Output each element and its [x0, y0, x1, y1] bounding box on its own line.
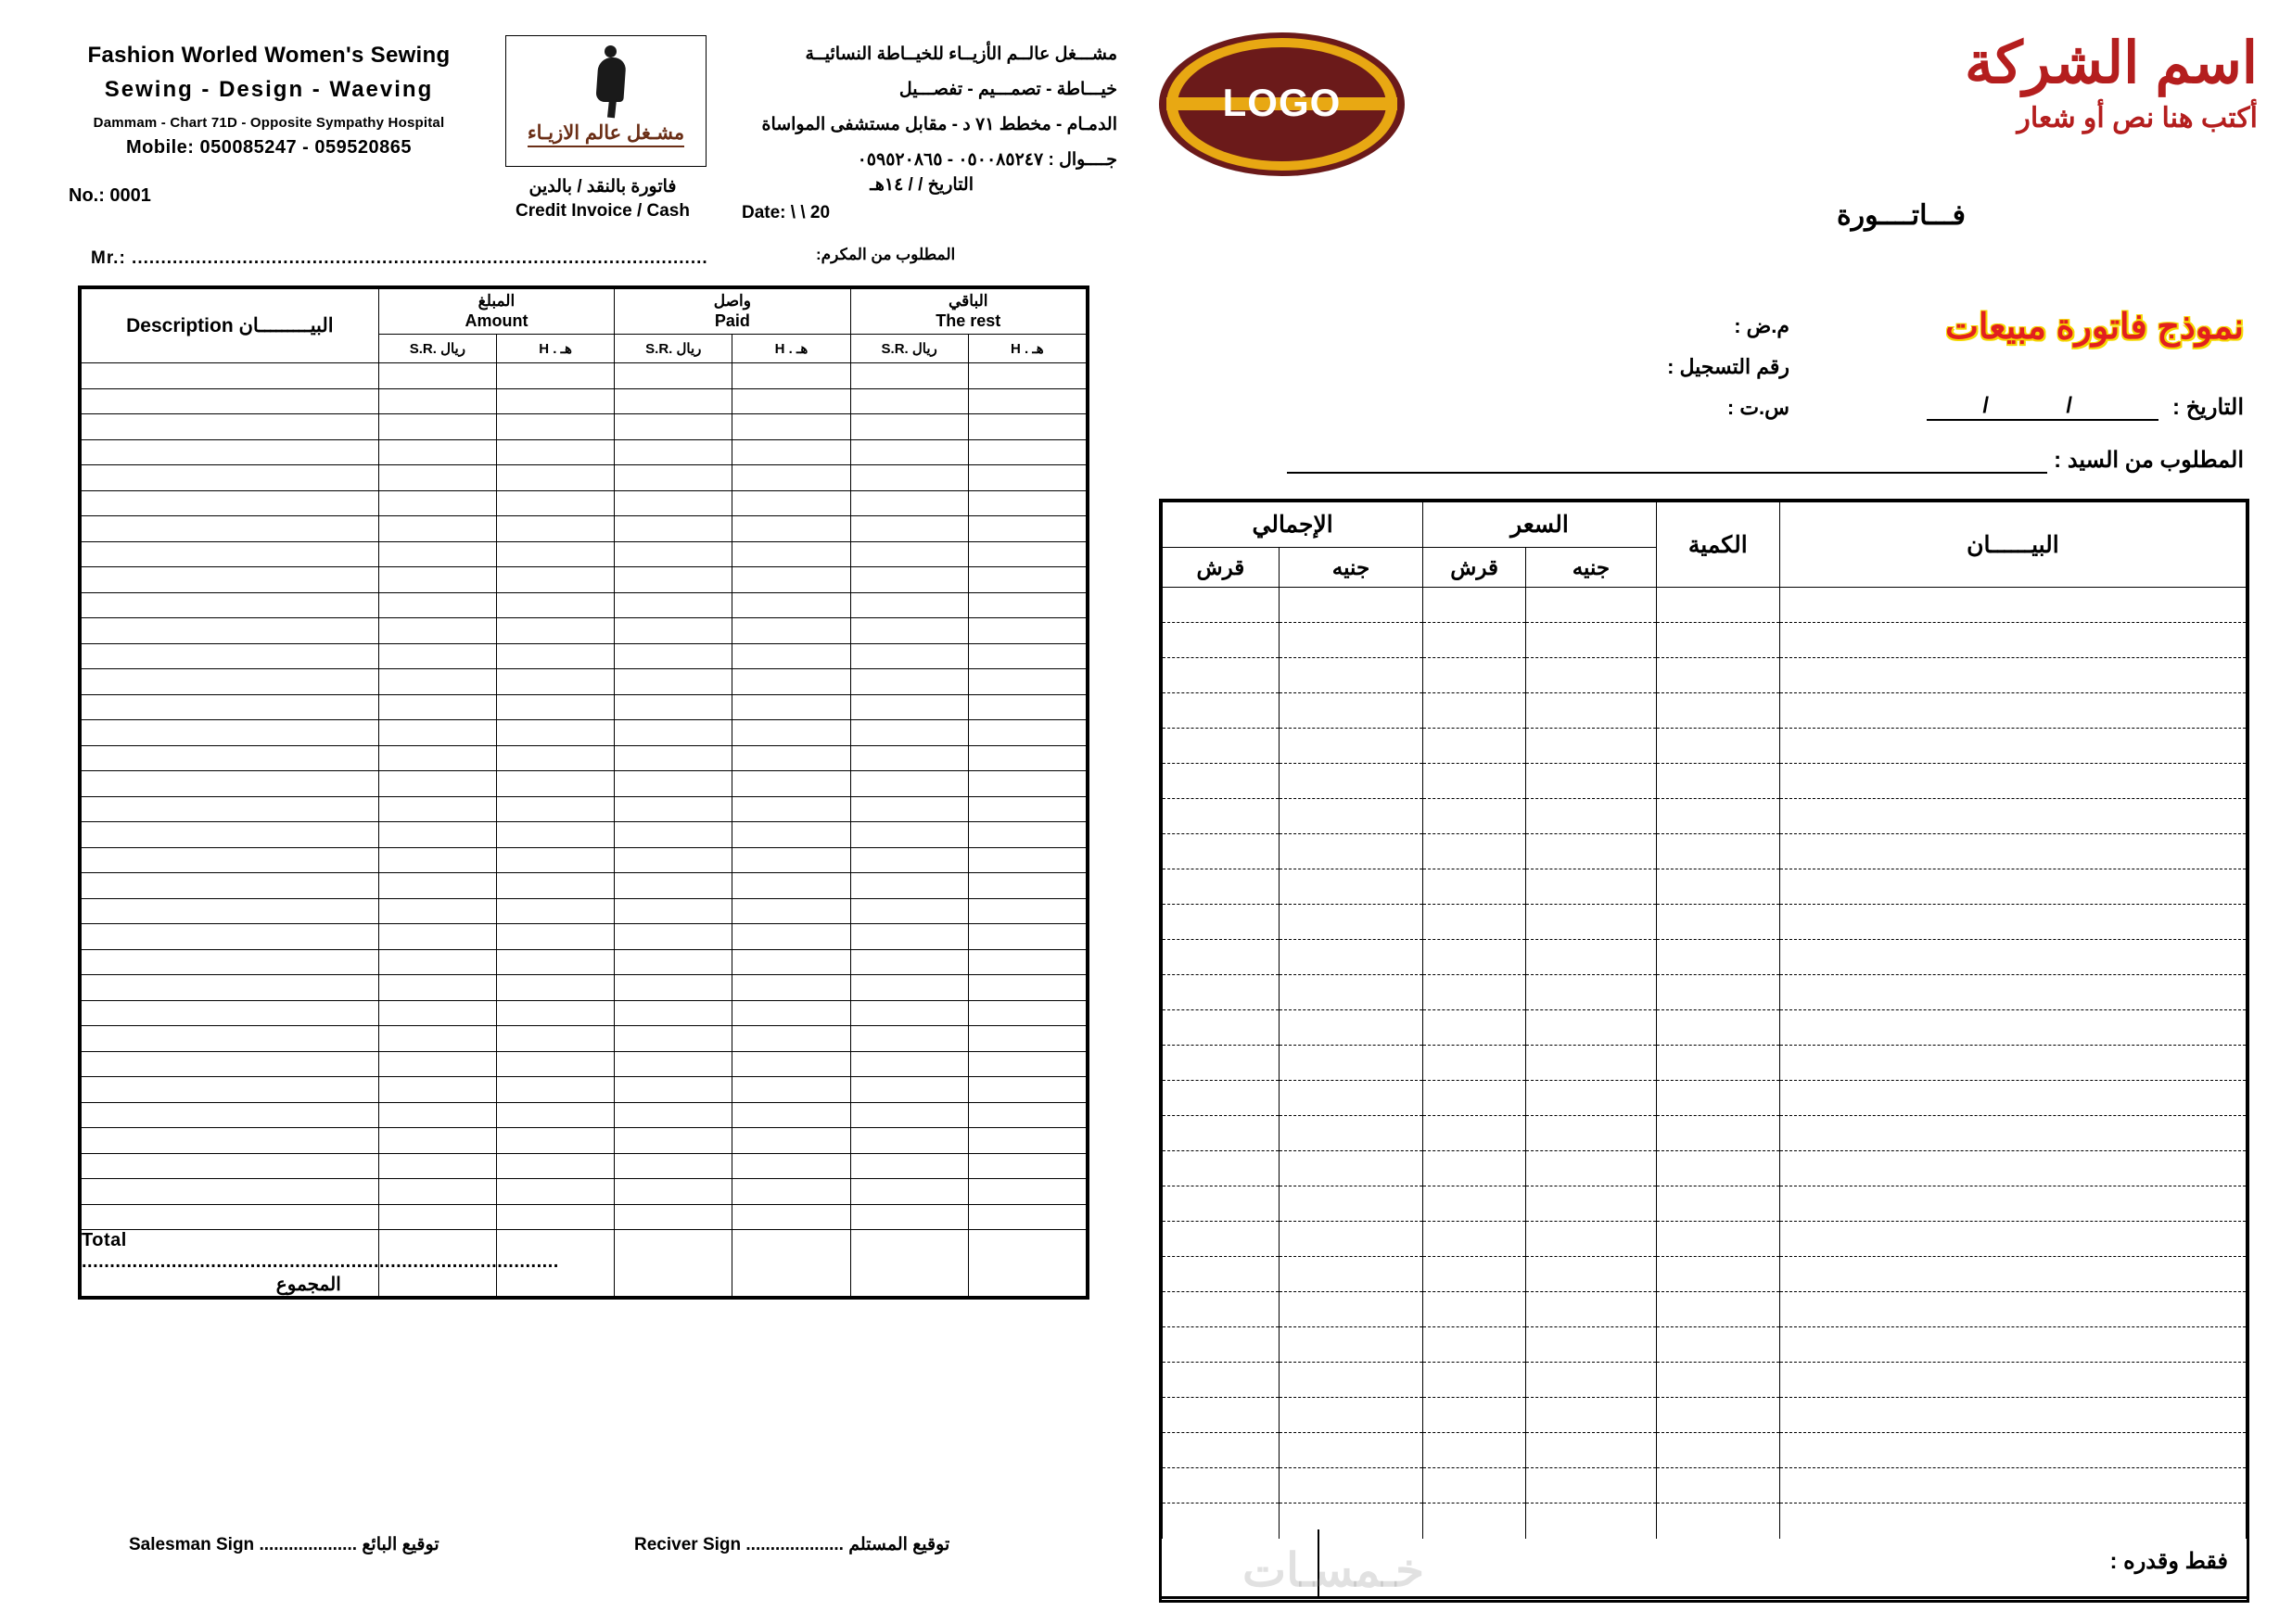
- rheader-quantity: الكمية: [1656, 502, 1779, 588]
- header-amount: [378, 289, 614, 335]
- logo-text: LOGO: [1222, 81, 1342, 124]
- field-tax-number[interactable]: م.ض :: [1734, 314, 1789, 337]
- table-row[interactable]: [1163, 1081, 2247, 1116]
- header-paid-en: Paid: [714, 311, 750, 331]
- header-description: [82, 289, 379, 363]
- table-row[interactable]: [1163, 764, 2247, 799]
- right-date-label: التاريخ :: [2172, 395, 2244, 420]
- table-row[interactable]: [82, 567, 1087, 593]
- total-cell[interactable]: [615, 1230, 732, 1297]
- rsub-header-cell: قرش: [1423, 548, 1526, 588]
- total-cell[interactable]: [968, 1230, 1086, 1297]
- table-row[interactable]: [1163, 1116, 2247, 1151]
- date-field-ar[interactable]: التاريخ / / ١٤هـ: [870, 175, 974, 195]
- table-row[interactable]: [82, 1102, 1087, 1128]
- table-row[interactable]: [1163, 1398, 2247, 1433]
- right-invoice: [1136, 9, 2272, 1613]
- receiver-sign: [634, 1534, 949, 1555]
- company-tagline: أكتب هنا نص أو شعار: [2017, 103, 2258, 133]
- header-amount-en: Amount: [465, 311, 528, 331]
- table-row[interactable]: [1163, 940, 2247, 975]
- business-identity-ar: [723, 37, 1117, 178]
- header-description-ar: البيـــــــــان: [238, 315, 334, 336]
- total-cell[interactable]: [732, 1230, 850, 1297]
- arabic-header-line-1: مشـــغل عالــم الأزيــاء للخيــاطة النسائيــة: [805, 44, 1117, 64]
- invoice-number: No.: 0001: [69, 185, 151, 206]
- table-row[interactable]: [1163, 1151, 2247, 1186]
- business-identity-en: [56, 39, 482, 159]
- table-row[interactable]: [82, 414, 1087, 440]
- company-title-block: [1553, 32, 2258, 134]
- table-header-row-1: [82, 289, 1087, 335]
- sub-header-cell: H . هـ: [968, 335, 1086, 363]
- required-from-label-ar: المطلوب من المكرم:: [816, 246, 956, 263]
- required-from-label: المطلوب من السيد :: [2054, 448, 2244, 473]
- header-paid: [615, 289, 850, 335]
- business-mobile-en: Mobile: 050085247 - 059520865: [125, 137, 413, 159]
- table-row[interactable]: [82, 771, 1087, 797]
- table-row[interactable]: [1163, 1010, 2247, 1046]
- table-row[interactable]: [1163, 729, 2247, 764]
- table-row[interactable]: [82, 490, 1087, 516]
- total-label: [82, 1230, 559, 1297]
- table-row[interactable]: [82, 796, 1087, 822]
- table-row[interactable]: [82, 898, 1087, 924]
- right-date-field[interactable]: [1827, 394, 2244, 421]
- rsub-header-cell: قرش: [1163, 548, 1280, 588]
- table-row[interactable]: [82, 592, 1087, 618]
- table-row[interactable]: [1163, 1046, 2247, 1081]
- rsub-header-cell: جنيه: [1526, 548, 1657, 588]
- salesman-sign-en: Salesman Sign ....................: [129, 1535, 358, 1554]
- credit-invoice-label: [491, 176, 714, 222]
- required-from-input[interactable]: [1287, 453, 2047, 474]
- sub-header-cell: S.R. ريال: [378, 335, 496, 363]
- total-cell[interactable]: [850, 1230, 968, 1297]
- rtable-header-row-1: [1163, 502, 2247, 548]
- total-label-ar: المجموع: [275, 1275, 341, 1295]
- table-row[interactable]: [82, 1000, 1087, 1026]
- date-separator-2: /: [2066, 393, 2073, 418]
- table-row[interactable]: [82, 1179, 1087, 1205]
- receiver-sign-ar: توقيع المستلم: [848, 1535, 950, 1554]
- table-row[interactable]: [82, 720, 1087, 746]
- table-row[interactable]: [82, 822, 1087, 848]
- salesman-sign-ar: توقيع البائع: [362, 1535, 439, 1554]
- table-row[interactable]: [82, 669, 1087, 695]
- header-rest-ar: الباقي: [949, 292, 988, 311]
- right-date-input[interactable]: [1927, 393, 2158, 421]
- total-row: [82, 1230, 1087, 1297]
- table-row[interactable]: [82, 975, 1087, 1001]
- table-row[interactable]: [1163, 588, 2247, 623]
- sample-label: نموذج فاتورة مبيعات: [1945, 308, 2244, 347]
- table-row[interactable]: [82, 1204, 1087, 1230]
- table-row[interactable]: [82, 439, 1087, 465]
- sub-header-cell: S.R. ريال: [615, 335, 732, 363]
- date-separator-1: /: [1982, 393, 1990, 418]
- table-row[interactable]: [1163, 1327, 2247, 1363]
- table-row[interactable]: [82, 1128, 1087, 1154]
- table-row[interactable]: [82, 847, 1087, 873]
- table-row[interactable]: [82, 1153, 1087, 1179]
- registration-fields: [1483, 306, 1789, 428]
- table-row[interactable]: [82, 465, 1087, 491]
- table-row[interactable]: [1163, 1433, 2247, 1468]
- table-row[interactable]: [1163, 1257, 2247, 1292]
- table-row[interactable]: [82, 924, 1087, 950]
- company-logo: [1159, 32, 1405, 176]
- business-address-en: Dammam - Chart 71D - Opposite Sympathy Hospital: [93, 115, 445, 132]
- sub-header-cell: H . هـ: [732, 335, 850, 363]
- credit-invoice-label-ar: فاتورة بالنقد / بالدين: [528, 177, 677, 197]
- rheader-total: الإجمالي: [1163, 502, 1423, 548]
- table-row[interactable]: [82, 388, 1087, 414]
- table-row[interactable]: [1163, 693, 2247, 729]
- left-invoice-header: [37, 19, 1117, 268]
- table-row[interactable]: [82, 1026, 1087, 1052]
- header-rest-en: The rest: [936, 311, 1001, 331]
- table-row[interactable]: [1163, 623, 2247, 658]
- sub-header-cell: S.R. ريال: [850, 335, 968, 363]
- field-commercial-record[interactable]: س.ت :: [1726, 396, 1789, 419]
- table-row[interactable]: [1163, 834, 2247, 869]
- table-row[interactable]: [82, 618, 1087, 644]
- watermark: خـمسـات: [1242, 1544, 1425, 1596]
- date-field-en[interactable]: Date: \ \ 20: [742, 203, 831, 222]
- rheader-price: السعر: [1423, 502, 1657, 548]
- table-row[interactable]: [82, 949, 1087, 975]
- left-items-table: [78, 285, 1089, 1300]
- invoice-word: فـــاتــــورة: [1836, 200, 1966, 231]
- required-from-field[interactable]: [1261, 447, 2244, 474]
- left-logo-caption: مشـغل عالم الازيـاء: [506, 121, 706, 145]
- table-row[interactable]: [82, 873, 1087, 899]
- header-amount-ar: المبلغ: [478, 292, 516, 311]
- amount-in-words-label: فقط وقدره :: [2109, 1549, 2228, 1574]
- table-row[interactable]: [1163, 975, 2247, 1010]
- table-row[interactable]: [1163, 869, 2247, 905]
- company-name: اسم الشركة: [1964, 32, 2258, 95]
- field-registration-number[interactable]: رقم التسجيل :: [1667, 355, 1789, 378]
- table-row[interactable]: [1163, 799, 2247, 834]
- sub-header-cell: H . هـ: [496, 335, 614, 363]
- table-row[interactable]: [1163, 1222, 2247, 1257]
- arabic-header-line-3: الدمـام - مخطط ٧١ د - مقابل مستشفى المواساة: [761, 115, 1117, 134]
- table-row[interactable]: [82, 1077, 1087, 1103]
- arabic-header-line-4: جــــوال : ٠٥٠٠٨٥٢٤٧ - ٠٥٩٥٢٠٨٦٥: [857, 150, 1117, 170]
- left-date-fields: [742, 174, 974, 223]
- table-row[interactable]: [1163, 1468, 2247, 1503]
- business-name-line2: Sewing - Design - Waeving: [104, 77, 434, 102]
- header-description-en: Description: [126, 315, 234, 336]
- table-row[interactable]: [82, 694, 1087, 720]
- total-label-en: Total .....................................................................................: [82, 1230, 559, 1272]
- table-row[interactable]: [1163, 1363, 2247, 1398]
- business-name-line1: Fashion Worled Women's Sewing: [87, 43, 451, 68]
- table-row[interactable]: [82, 643, 1087, 669]
- salesman-sign: [129, 1534, 439, 1555]
- table-row[interactable]: [82, 516, 1087, 542]
- left-invoice: [37, 19, 1117, 1594]
- table-row[interactable]: [82, 745, 1087, 771]
- table-row[interactable]: [82, 1051, 1087, 1077]
- rheader-description: البيــــــان: [1779, 502, 2246, 588]
- credit-invoice-label-en: Credit Invoice / Cash: [516, 201, 690, 221]
- left-logo-box: [505, 35, 707, 167]
- mr-field[interactable]: Mr.: ...................................................................................................: [91, 248, 708, 268]
- right-items-table: [1159, 499, 2249, 1603]
- header-paid-ar: واصل: [713, 292, 751, 311]
- table-row[interactable]: [1163, 905, 2247, 940]
- receiver-sign-en: Reciver Sign ....................: [634, 1535, 844, 1554]
- table-row[interactable]: [82, 363, 1087, 389]
- table-row[interactable]: [1163, 658, 2247, 693]
- arabic-header-line-2: خيـــاطة - تصمـــيم - تفصـــيل: [898, 80, 1117, 99]
- table-row[interactable]: [1163, 1292, 2247, 1327]
- header-rest: [850, 289, 1086, 335]
- table-row[interactable]: [82, 541, 1087, 567]
- rsub-header-cell: جنيه: [1279, 548, 1422, 588]
- table-row[interactable]: [1163, 1186, 2247, 1222]
